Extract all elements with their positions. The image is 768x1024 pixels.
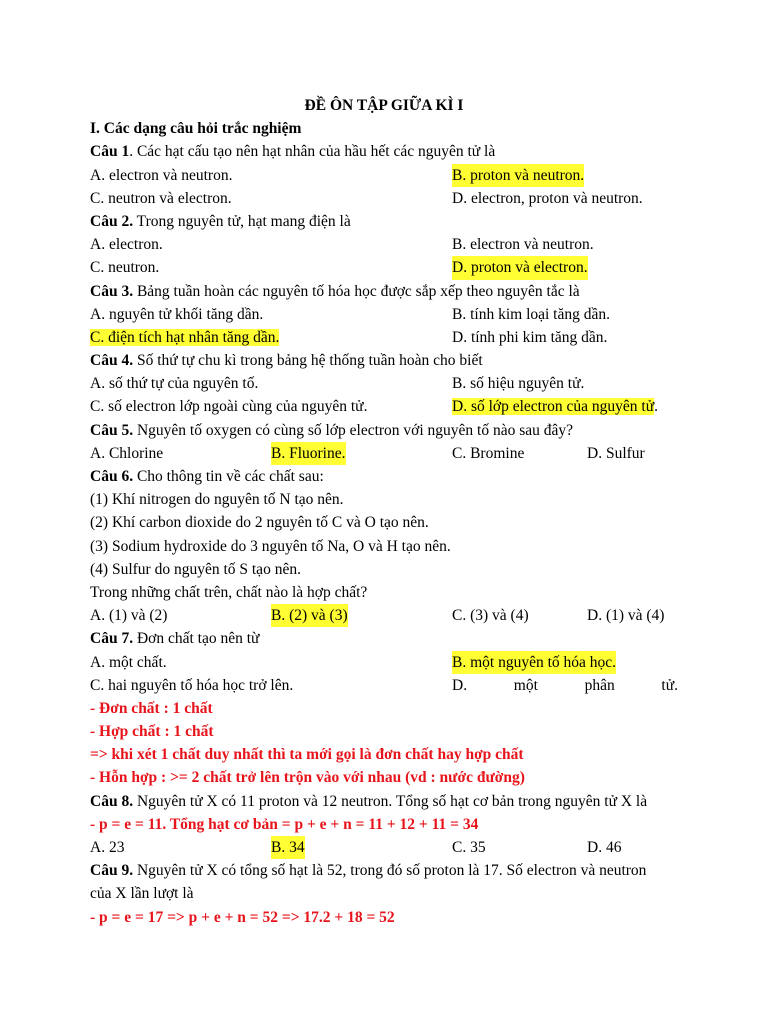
question-label: Câu 8. <box>90 792 134 810</box>
option-d-word: D. <box>452 676 468 694</box>
answer-row <box>90 442 678 465</box>
option-c: C. số electron lớp ngoài cùng của nguyên tử. <box>90 398 368 416</box>
option-d-justified <box>452 674 678 697</box>
question-7 <box>90 627 678 650</box>
question-label: Câu 5. <box>90 421 134 439</box>
question-text: . Các hạt cấu tạo nên hạt nhân của hầu hết các nguyên tử là <box>129 143 496 161</box>
question-text: Nguyên tử X có tổng số hạt là 52, trong đó số proton là 17. Số electron và neutron <box>133 862 647 880</box>
option-c: C. 35 <box>452 839 486 856</box>
option-c: C. (3) và (4) <box>452 607 529 625</box>
option-a: A. (1) và (2) <box>90 607 168 625</box>
solution-note: - p = e = 11. Tổng hạt cơ bản = p + e + n = 11 + 12 + 11 = 34 <box>90 815 479 833</box>
question-label: Câu 7. <box>90 630 134 648</box>
option-d-word: tử. <box>661 676 678 694</box>
answer-row <box>90 187 678 210</box>
option-d: D. 46 <box>587 839 622 856</box>
option-b-highlighted: B. (2) và (3) <box>271 604 348 627</box>
option-d: D. Sulfur <box>587 444 645 462</box>
question-9 <box>90 859 678 882</box>
answer-row <box>90 674 678 697</box>
option-b-highlighted: B. một nguyên tố hóa học. <box>452 651 616 674</box>
question-label: Câu 4. <box>90 352 134 370</box>
answer-row <box>90 326 678 349</box>
answer-row <box>90 164 678 187</box>
option-d-word: một <box>513 676 538 694</box>
question-3 <box>90 280 678 303</box>
question-4 <box>90 349 678 372</box>
question-6 <box>90 465 678 488</box>
option-b-highlighted: B. Fluorine. <box>271 442 346 465</box>
option-a: A. nguyên tử khối tăng dần. <box>90 305 264 323</box>
question-text: Nguyên tử X có 11 proton và 12 neutron. Tổng số hạt cơ bản trong nguyên tử X là <box>133 792 648 810</box>
option-c-highlighted: C. điện tích hạt nhân tăng dần. <box>90 328 280 346</box>
option-d-word: phân <box>584 676 615 694</box>
question-label: Câu 6. <box>90 468 134 485</box>
option-d: D. (1) và (4) <box>587 607 665 625</box>
note-line: - Hỗn hợp : >= 2 chất trở lên trộn vào với nhau (vd : nước đường) <box>90 769 525 787</box>
question-text: Nguyên tố oxygen có cùng số lớp electron với nguyên tố nào sau đây? <box>133 421 574 439</box>
question-prompt: Trong những chất trên, chất nào là hợp chất? <box>90 583 368 601</box>
question-text: Số thứ tự chu kì trong bảng hệ thống tuần hoàn cho biết <box>133 352 483 370</box>
option-d: D. electron, proton và neutron. <box>452 189 643 207</box>
note-line: - Hợp chất : 1 chất <box>90 723 214 741</box>
question-text-continued: của X lần lượt là <box>90 885 194 903</box>
option-a: A. 23 <box>90 839 125 856</box>
option-c: C. Bromine <box>452 444 525 462</box>
option-a: A. Chlorine <box>90 444 164 462</box>
question-label: Câu 2. <box>90 212 134 230</box>
option-b-highlighted: B. proton và neutron. <box>452 164 584 187</box>
note-line: - Đơn chất : 1 chất <box>90 699 213 717</box>
question-label: Câu 3. <box>90 282 134 300</box>
option-b: B. số hiệu nguyên tử. <box>452 375 585 393</box>
question-text: Bảng tuần hoàn các nguyên tố hóa học được sắp xếp theo nguyên tắc là <box>133 282 580 300</box>
answer-row <box>90 233 678 256</box>
option-b: B. tính kim loại tăng dần. <box>452 305 610 323</box>
option-b-highlighted: B. 34 <box>271 836 305 859</box>
statement-item: (2) Khí carbon dioxide do 2 nguyên tố C và O tạo nên. <box>90 514 429 532</box>
statement-item: (4) Sulfur do nguyên tố S tạo nên. <box>90 560 301 578</box>
answer-row <box>90 372 678 395</box>
section-heading: I. Các dạng câu hỏi trắc nghiệm <box>90 120 302 138</box>
option-a: A. electron. <box>90 236 163 254</box>
page-title: ĐỀ ÔN TẬP GIỮA KÌ I <box>304 97 464 114</box>
document-page <box>90 94 678 929</box>
answer-row <box>90 651 678 674</box>
question-label: Câu 9. <box>90 862 134 880</box>
question-text: Cho thông tin về các chất sau: <box>133 468 324 485</box>
question-5 <box>90 419 678 442</box>
answer-row <box>90 303 678 326</box>
question-8 <box>90 790 678 813</box>
answer-row <box>90 836 678 859</box>
question-text: Đơn chất tạo nên từ <box>133 630 260 648</box>
note-line: => khi xét 1 chất duy nhất thì ta mới gọi là đơn chất hay hợp chất <box>90 746 524 764</box>
question-label: Câu 1 <box>90 143 130 161</box>
option-d-tail: . <box>654 398 658 416</box>
answer-row <box>90 604 678 627</box>
option-a: A. số thứ tự của nguyên tố. <box>90 375 259 393</box>
option-a: A. electron và neutron. <box>90 166 233 184</box>
option-c: C. hai nguyên tố hóa học trở lên. <box>90 676 294 694</box>
question-1 <box>90 140 678 163</box>
answer-row <box>90 395 678 418</box>
option-d-highlighted: D. proton và electron. <box>452 256 588 279</box>
statement-item: (3) Sodium hydroxide do 3 nguyên tố Na, O và H tạo nên. <box>90 537 451 555</box>
option-d-highlighted: D. số lớp electron của nguyên tử <box>452 398 655 416</box>
option-c: C. neutron và electron. <box>90 189 232 207</box>
statement-item: (1) Khí nitrogen do nguyên tố N tạo nên. <box>90 491 344 509</box>
option-d: D. tính phi kim tăng dần. <box>452 328 608 346</box>
question-2 <box>90 210 678 233</box>
answer-row <box>90 256 678 279</box>
question-text: Trong nguyên tử, hạt mang điện là <box>133 212 351 230</box>
option-a: A. một chất. <box>90 653 167 671</box>
option-c: C. neutron. <box>90 259 160 277</box>
option-b: B. electron và neutron. <box>452 236 594 254</box>
solution-note: - p = e = 17 => p + e + n = 52 => 17.2 + 18 = 52 <box>90 908 395 926</box>
